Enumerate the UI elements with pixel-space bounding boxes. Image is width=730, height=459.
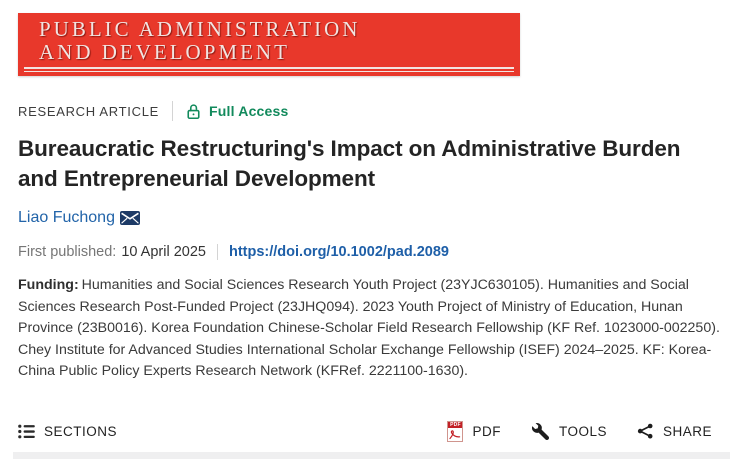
divider <box>217 244 218 260</box>
share-icon <box>637 423 654 439</box>
journal-name-line2: AND DEVELOPMENT <box>39 40 290 64</box>
article-title-line2: and Entrepreneurial Development <box>18 166 375 191</box>
email-icon[interactable] <box>120 211 140 225</box>
journal-name-line1: PUBLIC ADMINISTRATION <box>39 17 361 41</box>
divider <box>172 101 173 121</box>
list-icon <box>18 424 35 439</box>
pdf-icon-badge: PDF <box>450 421 461 428</box>
section-divider-strip <box>13 452 730 459</box>
share-label: SHARE <box>662 423 712 439</box>
share-button[interactable] <box>637 423 712 439</box>
tools-label: TOOLS <box>558 423 607 439</box>
pdf-icon <box>447 421 463 442</box>
article-meta-row <box>18 101 712 121</box>
access-badge <box>186 103 289 120</box>
publication-row <box>18 244 712 260</box>
funding-text: Humanities and Social Sciences Research Youth Project (23YJC630105). Humanities and Social Sciences Research Post-Funded Project (23JHQ094). 2023 Youth Project of Ministry of Education, Hunan Province (23B0016). Korea Foundation Chinese-Scholar Field Research Fellowship (KF Ref. 1023000-002250). Chey Institute for Advanced Studies International Scholar Exchange Fellowship (ISEF) 2024–2025. KF: Korea-China Public Policy Experts Research Network (KFRef. 2221100-1630). <box>18 277 720 379</box>
doi-link[interactable]: https://doi.org/10.1002/pad.2089 <box>228 244 449 260</box>
first-published-label: First published: <box>18 244 117 260</box>
banner-double-rule <box>24 67 514 72</box>
author-row <box>18 209 712 227</box>
article-title <box>18 134 712 194</box>
access-status-label: Full Access <box>209 103 289 119</box>
author-link[interactable]: Liao Fuchong <box>18 209 115 226</box>
funding-label: Funding: <box>18 277 79 293</box>
publication-date: 10 April 2025 <box>121 244 206 260</box>
wrench-icon <box>531 422 550 441</box>
toolbar-actions <box>447 421 712 442</box>
article-toolbar <box>18 417 712 445</box>
tools-button[interactable] <box>531 422 607 441</box>
sections-label: SECTIONS <box>44 423 118 439</box>
pdf-label: PDF <box>472 423 501 439</box>
journal-banner[interactable] <box>18 13 520 76</box>
pdf-button[interactable] <box>447 421 501 442</box>
article-title-line1: Bureaucratic Restructuring's Impact on Administrative Burden <box>18 136 681 161</box>
article-type-label: RESEARCH ARTICLE <box>18 103 159 119</box>
open-lock-icon <box>186 103 201 120</box>
journal-name <box>18 13 520 64</box>
sections-button[interactable] <box>18 424 117 439</box>
funding-paragraph <box>18 275 724 383</box>
